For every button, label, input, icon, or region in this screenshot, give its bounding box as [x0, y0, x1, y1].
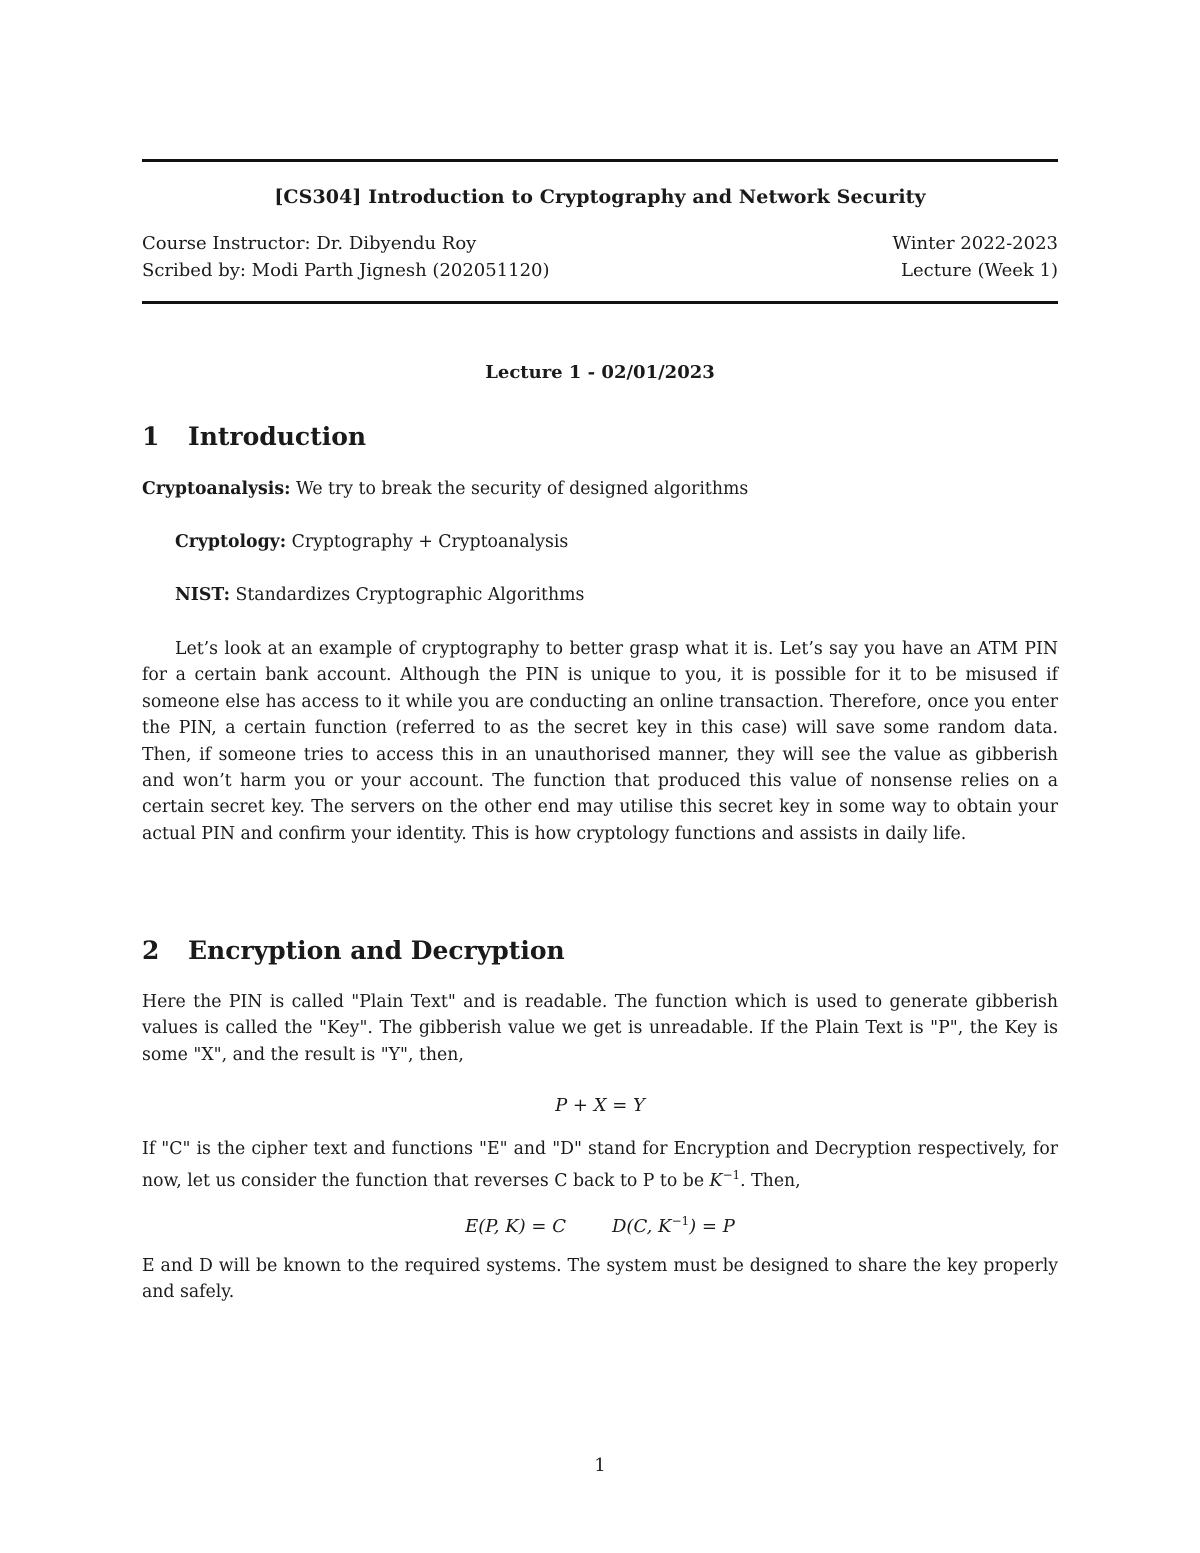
math-k: K — [709, 1171, 723, 1192]
header-top-rule — [142, 159, 1058, 162]
page-number: 1 — [594, 1455, 606, 1476]
header-bottom-rule — [142, 301, 1058, 304]
definition-text: Cryptography + Cryptoanalysis — [291, 532, 569, 552]
key-sharing-paragraph: E and D will be known to the required systems. The system must be designed to share the key properly and safely. — [142, 1256, 1058, 1303]
section-title: Introduction — [188, 422, 367, 451]
section-number: 2 — [142, 936, 160, 965]
paragraph-text: If "C" is the cipher text and functions "E" and "D" stand for Encryption and Decryption respectively, for now, let us consider the function that reverses C back to P to be — [142, 1139, 1058, 1192]
definition-text: We try to break the security of designed algorithms — [295, 479, 749, 499]
equation-p-plus-x: P + X = Y — [555, 1095, 645, 1116]
instructor-line: Course Instructor: Dr. Dibyendu Roy — [142, 233, 477, 254]
section-heading-introduction — [142, 422, 366, 451]
scribe-line: Scribed by: Modi Parth Jignesh (202051120) — [142, 260, 550, 281]
cipher-text-paragraph — [142, 1136, 1058, 1195]
section-title: Encryption and Decryption — [188, 936, 565, 965]
equation-decrypt-b: ) = P — [689, 1216, 735, 1237]
definition-term: Cryptology: — [175, 532, 287, 552]
lecture-date-heading: Lecture 1 - 02/01/2023 — [485, 362, 715, 383]
example-paragraph: Let’s look at an example of cryptography to better grasp what it is. Let’s say you have an ATM PIN for a certain bank account. Although the PIN is unique to you, it is possible for it to be misused if someone else has access to it while you are conducting an online transaction. Therefore, once you enter the PIN, a certain function (referred to as the secret key in this case) will save some random data. Then, if someone tries to access this in an unauthorised manner, they will see the value as gibberish and won’t harm you or your account. The function that produced this value of nonsense relies on a certain secret key. The servers on the other end may utilise this secret key in some way to obtain your actual PIN and confirm your identity. This is how cryptology functions and assists in daily life. — [142, 639, 1058, 844]
section-number: 1 — [142, 422, 160, 451]
header-row-1 — [142, 233, 1058, 254]
paragraph-text-end: . Then, — [740, 1171, 801, 1192]
equation-encrypt: E(P, K) = C — [465, 1216, 566, 1237]
header-row-2 — [142, 260, 1058, 281]
equation-decrypt-sup: −1 — [671, 1214, 690, 1228]
definition-cryptoanalysis — [142, 476, 1058, 502]
equation-encrypt-decrypt — [142, 1214, 1058, 1237]
definition-cryptology — [175, 529, 1058, 555]
term-label: Winter 2022-2023 — [892, 233, 1058, 254]
definition-nist — [175, 582, 1058, 608]
section-heading-encryption — [142, 936, 565, 965]
definition-term: Cryptoanalysis: — [142, 479, 291, 499]
plain-text-paragraph: Here the PIN is called "Plain Text" and is readable. The function which is used to generate gibberish values is called the "Key". The gibberish value we get is unreadable. If the Plain Text is "P", the Key is some "X", and the result is "Y", then, — [142, 992, 1058, 1065]
definition-text: Standardizes Cryptographic Algorithms — [235, 585, 585, 605]
lecture-week-label: Lecture (Week 1) — [901, 260, 1058, 281]
course-title: [CS304] Introduction to Cryptography and Network Security — [274, 186, 926, 208]
document-page — [142, 0, 1058, 1553]
definition-term: NIST: — [175, 585, 230, 605]
math-inverse-exponent: −1 — [722, 1168, 741, 1183]
equation-decrypt-a: D(C, K — [611, 1216, 672, 1237]
